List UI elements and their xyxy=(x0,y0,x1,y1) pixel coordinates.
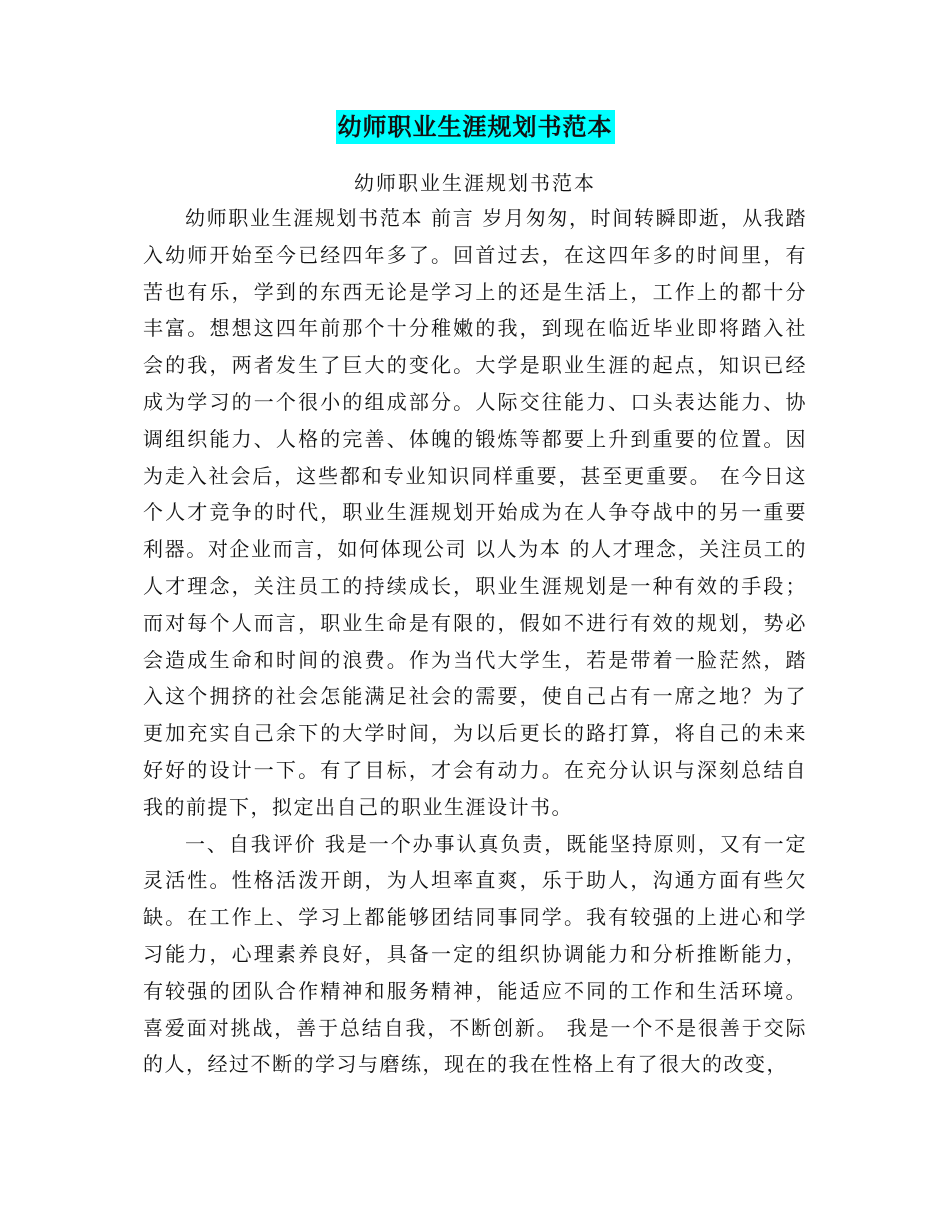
title-container xyxy=(0,110,950,144)
paragraph-self-evaluation: 一、自我评价 我是一个办事认真负责，既能坚持原则，又有一定灵活性。性格活泼开朗，为人坦率直爽，乐于助人，沟通方面有些欠缺。在工作上、学习上都能够团结同事同学。我有较强的上进心和学习能力，心理素养良好，具备一定的组织协调能力和分析推断能力，有较强的团队合作精神和服务精神，能适应不同的工作和生活环境。喜爱面对挑战，善于总结自我，不断创新。 我是一个不是很善于交际的人，经过不断的学习与磨练，现在的我在性格上有了很大的改变， xyxy=(143,831,807,1077)
document-title: 幼师职业生涯规划书范本 xyxy=(336,110,615,144)
document-body xyxy=(143,200,807,1083)
paragraph-preface: 幼师职业生涯规划书范本 前言 岁月匆匆，时间转瞬即逝，从我踏入幼师开始至今已经四年多了。回首过去，在这四年多的时间里，有苦也有乐，学到的东西无论是学习上的还是生活上，工作上的都十分丰富。想想这四年前那个十分稚嫩的我，到现在临近毕业即将踏入社会的我，两者发生了巨大的变化。大学是职业生涯的起点，知识已经成为学习的一个很小的组成部分。人际交往能力、口头表达能力、协调组织能力、人格的完善、体魄的锻炼等都要上升到重要的位置。因为走入社会后，这些都和专业知识同样重要，甚至更重要。 在今日这个人才竞争的时代，职业生涯规划开始成为在人争夺战中的另一重要利器。对企业而言，如何体现公司 以人为本 的人才理念，关注员工的人才理念，关注员工的持续成长，职业生涯规划是一种有效的手段；而对每个人而言，职业生命是有限的，假如不进行有效的规划，势必会造成生命和时间的浪费。作为当代大学生，若是带着一脸茫然，踏入这个拥挤的社会怎能满足社会的需要，使自己占有一席之地？为了更加充实自己余下的大学时间，为以后更长的路打算，将自己的未来好好的设计一下。有了目标，才会有动力。在充分认识与深刻总结自我的前提下，拟定出自己的职业生涯设计书。 xyxy=(143,206,807,819)
document-subtitle: 幼师职业生涯规划书范本 xyxy=(354,171,596,195)
